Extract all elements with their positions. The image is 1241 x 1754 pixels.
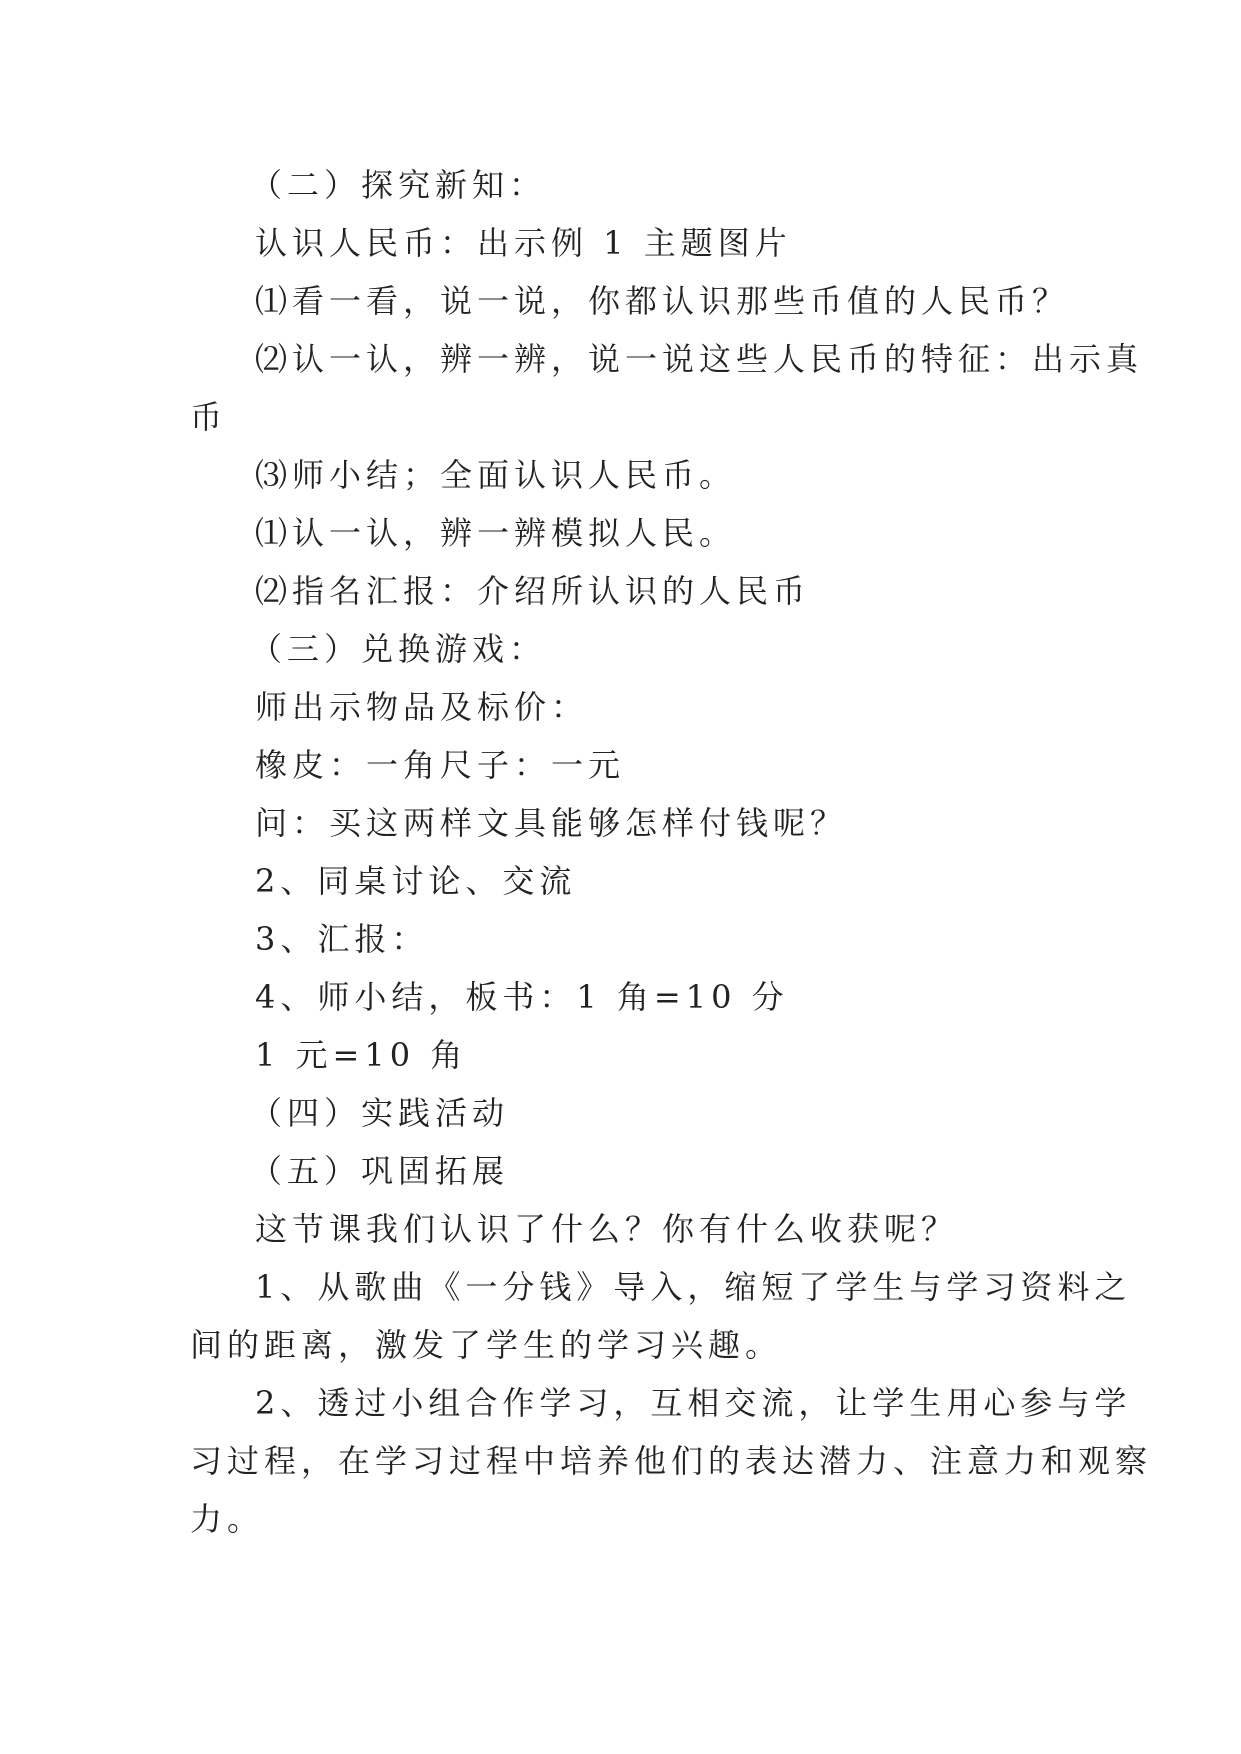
paragraph-line: ⑶师小结；全面认识人民币。 [255, 456, 737, 494]
document-body [190, 156, 1153, 1548]
section-heading: （三）兑换游戏： [250, 630, 547, 668]
paragraph-line: 2、同桌讨论、交流 [255, 862, 577, 900]
paragraph-line: 2、透过小组合作学习，互相交流，让学生用心参与学 [255, 1384, 1132, 1422]
paragraph-line: 这节课我们认识了什么？你有什么收获呢？ [255, 1210, 959, 1248]
section-heading: （五）巩固拓展 [250, 1152, 510, 1190]
paragraph-line: 问：买这两样文具能够怎样付钱呢？ [255, 804, 848, 842]
paragraph-line: 1 元=10 角 [255, 1036, 468, 1074]
paragraph-line: ⑵认一认，辨一辨，说一说这些人民币的特征：出示真 [255, 340, 1144, 378]
paragraph-line: 认识人民币：出示例 1 主题图片 [255, 224, 792, 262]
paragraph-line: 币 [190, 398, 228, 436]
section-heading: （二）探究新知： [250, 166, 547, 204]
paragraph-line: 习过程，在学习过程中培养他们的表达潜力、注意力和观察 [190, 1442, 1153, 1480]
section-heading: （四）实践活动 [250, 1094, 510, 1132]
paragraph-line: ⑴认一认，辨一辨模拟人民。 [255, 514, 737, 552]
paragraph-line: 间的距离，激发了学生的学习兴趣。 [190, 1326, 783, 1364]
paragraph-line: 力。 [190, 1500, 265, 1538]
paragraph-line: 4、师小结，板书：1 角=10 分 [255, 978, 789, 1016]
paragraph-line: 3、汇报： [255, 920, 429, 958]
paragraph-line: 橡皮：一角尺子：一元 [255, 746, 626, 784]
paragraph-line: 师出示物品及标价： [255, 688, 589, 726]
paragraph-line: 1、从歌曲《一分钱》导入，缩短了学生与学习资料之 [255, 1268, 1132, 1306]
paragraph-line: ⑴看一看，说一说，你都认识那些币值的人民币？ [255, 282, 1070, 320]
paragraph-line: ⑵指名汇报：介绍所认识的人民币 [255, 572, 811, 610]
